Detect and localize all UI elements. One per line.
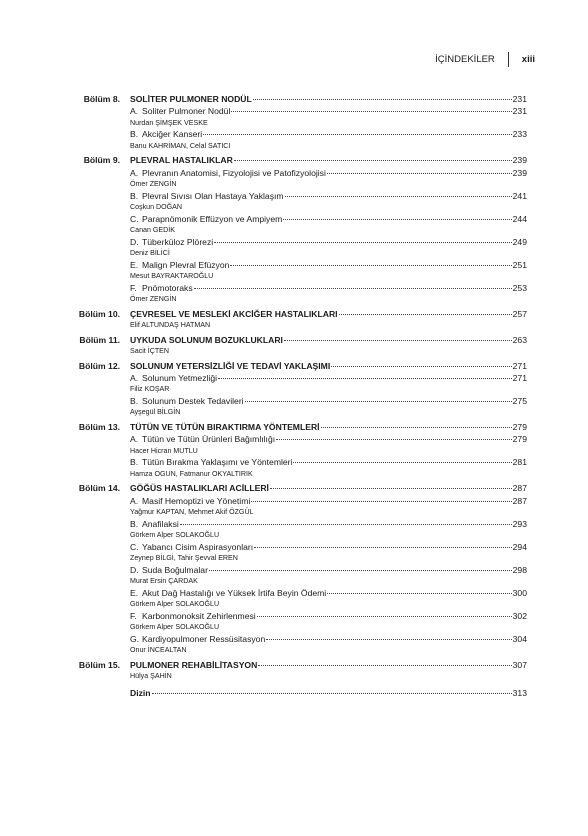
dot-leader [293, 462, 511, 463]
section-letter: A. [130, 495, 139, 506]
section-page-number: 293 [512, 518, 527, 529]
section-letter: A. [130, 373, 139, 384]
table-of-contents [60, 93, 527, 699]
section-author: Görkem Alper SOLAKOĞLU [130, 531, 220, 540]
dot-leader [230, 265, 511, 266]
chapter-title: GÖĞÜS HASTALIKLARI ACİLLERİ [130, 483, 269, 494]
section-entry[interactable] [60, 259, 527, 271]
section-page-number: 279 [512, 434, 527, 445]
dot-leader [339, 314, 512, 315]
toc-chapter [60, 93, 527, 151]
section-letter: F. [130, 610, 137, 621]
section-entry[interactable] [60, 167, 527, 179]
dot-leader [276, 439, 512, 440]
dot-leader [214, 242, 511, 243]
dot-leader [254, 547, 512, 548]
dot-leader [234, 160, 512, 161]
section-entry[interactable] [60, 495, 527, 507]
section-letter: A. [130, 167, 139, 178]
toc-chapter [60, 687, 527, 699]
section-page-number: 298 [512, 564, 527, 575]
section-title: Tüberküloz Plörezi [142, 236, 214, 247]
section-letter: B. [130, 457, 139, 468]
section-author: Zeynep BİLGİ, Tahir Şevval EREN [130, 554, 238, 563]
running-header [435, 52, 535, 66]
chapter-page-number: 231 [512, 94, 527, 104]
section-author: Ömer ZENGİN [130, 295, 177, 304]
chapter-number: Bölüm 8. [83, 94, 120, 104]
toc-chapter [60, 421, 527, 479]
section-author: Nurdan ŞİMŞEK VESKE [130, 118, 208, 127]
chapter-title: SOLUNUM YETERSİZLİĞİ VE TEDAVİ YAKLAŞIMI [130, 360, 331, 371]
chapter-entry[interactable] [60, 334, 527, 346]
section-letter: C. [130, 213, 139, 224]
chapter-page-number: 279 [512, 421, 527, 432]
section-title: Solunum Destek Tedavileri [142, 396, 244, 406]
chapter-number: Bölüm 9. [83, 155, 120, 166]
section-author: Filiz KOŞAR [130, 385, 170, 394]
section-author: Banu KAHRİMAN, Celal SATICI [130, 141, 231, 150]
chapter-title: PULMONER REHABİLİTASYON [130, 659, 258, 670]
section-letter: D. [130, 236, 139, 247]
chapter-title: SOLİTER PULMONER NODÜL [130, 94, 252, 104]
chapter-entry[interactable] [60, 93, 527, 105]
section-entry[interactable] [60, 610, 527, 622]
chapter-page-number: 287 [512, 483, 527, 494]
section-letter: D. [130, 564, 139, 575]
section-page-number: 253 [512, 282, 527, 293]
dot-leader [194, 288, 512, 289]
section-page-number: 241 [512, 190, 527, 201]
header-divider [508, 52, 509, 67]
section-entry[interactable] [60, 282, 527, 294]
section-letter: B. [130, 396, 139, 406]
chapter-entry[interactable] [60, 687, 527, 699]
dot-leader [257, 616, 512, 617]
section-author: Mesut BAYRAKTAROĞLU [130, 272, 214, 281]
section-author: Hamza OGUN, Fatmanur OKYALTIRIK [130, 469, 253, 478]
chapter-number: Bölüm 10. [78, 308, 120, 319]
section-author: Ayşegül BİLGİN [130, 408, 181, 417]
dot-leader [251, 501, 511, 502]
section-entry[interactable] [60, 541, 527, 553]
section-entry[interactable] [60, 564, 527, 576]
dot-leader [180, 524, 512, 525]
chapter-entry[interactable] [60, 360, 527, 372]
dot-leader [231, 111, 511, 112]
dot-leader [283, 219, 511, 220]
section-entry[interactable] [60, 433, 527, 445]
dot-leader [152, 693, 512, 694]
dot-leader [258, 665, 511, 666]
section-author: Coşkun DOĞAN [130, 203, 183, 212]
dot-leader [253, 99, 512, 100]
chapter-number: Bölüm 12. [78, 360, 120, 371]
section-letter: B. [130, 129, 139, 140]
section-title: Soliter Pulmoner Nodül [142, 106, 231, 117]
dot-leader [285, 196, 512, 197]
section-entry[interactable] [60, 587, 527, 599]
dot-leader [327, 173, 512, 174]
section-letter: A. [130, 434, 139, 445]
section-title: Solunum Yetmezliği [142, 373, 218, 384]
toc-chapter [60, 154, 527, 304]
chapter-title: PLEVRAL HASTALIKLAR [130, 155, 233, 166]
section-entry[interactable] [60, 213, 527, 225]
section-page-number: 281 [512, 457, 527, 468]
chapter-page-number: 313 [512, 687, 527, 698]
section-title: Akciğer Kanseri [142, 129, 203, 140]
section-title: Masif Hemoptizi ve Yönetimi [142, 495, 251, 506]
chapter-title: ÇEVRESEL VE MESLEKİ AKCİĞER HASTALIKLARI [130, 308, 338, 319]
section-entry[interactable] [60, 105, 527, 117]
section-entry[interactable] [60, 190, 527, 202]
dot-leader [327, 593, 511, 594]
section-page-number: 302 [512, 610, 527, 621]
chapter-page-number: 239 [512, 155, 527, 166]
section-entry[interactable] [60, 456, 527, 468]
section-page-number: 304 [512, 633, 527, 644]
dot-leader [270, 488, 512, 489]
section-entry[interactable] [60, 633, 527, 645]
chapter-author: Elif ALTUNDAŞ HATMAN [130, 321, 211, 330]
dot-leader [245, 401, 512, 402]
section-letter: E. [130, 259, 139, 270]
section-title: Tütün ve Tütün Ürünleri Bağımlılığı [142, 434, 276, 445]
section-letter: A. [130, 106, 139, 117]
section-page-number: 271 [512, 373, 527, 384]
section-title: Suda Boğulmalar [142, 564, 208, 575]
chapter-entry[interactable] [60, 659, 527, 671]
section-entry[interactable] [60, 395, 527, 407]
chapter-entry[interactable] [60, 421, 527, 433]
section-author: Görkem Alper SOLAKOĞLU [130, 623, 220, 632]
section-author: Onur İNCEALTAN [130, 646, 187, 655]
section-letter: F. [130, 282, 137, 293]
dot-leader [331, 366, 511, 367]
toc-chapter [60, 659, 527, 682]
chapter-page-number: 263 [512, 334, 527, 345]
toc-chapter [60, 360, 527, 418]
section-author: Deniz BİLİCİ [130, 249, 170, 258]
toc-chapter [60, 482, 527, 655]
toc-chapter [60, 334, 527, 357]
section-author: Canan GEDİK [130, 226, 175, 235]
section-letter: B. [130, 518, 139, 529]
section-page-number: 244 [512, 213, 527, 224]
chapter-page-number: 271 [512, 360, 527, 371]
chapter-title: UYKUDA SOLUNUM BOZUKLUKLARI [130, 334, 283, 345]
section-title: Yabancı Cisim Aspirasyonları [142, 541, 254, 552]
section-page-number: 233 [512, 129, 527, 140]
section-title: Parapnömonik Effüzyon ve Ampiyem [142, 213, 283, 224]
section-page-number: 251 [512, 259, 527, 270]
section-page-number: 249 [512, 236, 527, 247]
chapter-number: Bölüm 13. [78, 421, 120, 432]
section-page-number: 294 [512, 541, 527, 552]
section-title: Pnömotoraks [142, 282, 193, 293]
chapter-entry[interactable] [60, 308, 527, 320]
section-title: Plevral Sıvısı Olan Hastaya Yaklaşım [142, 190, 284, 201]
section-title: Kardiyopulmoner Ressüsitasyon [142, 633, 266, 644]
section-title: Plevranın Anatomisi, Fizyolojisi ve Patofizyolojisi [142, 167, 326, 178]
toc-chapter [60, 308, 527, 331]
section-author: Yağmur KAPTAN, Mehmet Akif ÖZGÜL [130, 508, 254, 517]
dot-leader [218, 378, 512, 379]
dot-leader [209, 570, 512, 571]
section-author: Murat Ersin ÇARDAK [130, 577, 198, 586]
section-letter: E. [130, 587, 139, 598]
chapter-author: Hülya ŞAHİN [130, 672, 172, 681]
section-entry[interactable] [60, 236, 527, 248]
section-author: Ömer ZENGİN [130, 180, 177, 189]
section-title: Akut Dağ Hastalığı ve Yüksek İrtifa Beyin Ödemi [142, 587, 327, 598]
section-page-number: 231 [512, 106, 527, 117]
section-entry[interactable] [60, 518, 527, 530]
section-page-number: 239 [512, 167, 527, 178]
dot-leader [284, 340, 512, 341]
chapter-author: Sacit İÇTEN [130, 347, 170, 356]
dot-leader [203, 134, 511, 135]
chapter-title: TÜTÜN VE TÜTÜN BIRAKTIRMA YÖNTEMLERİ [130, 421, 320, 432]
section-page-number: 287 [512, 495, 527, 506]
section-letter: B. [130, 190, 139, 201]
section-title: Karbonmonoksit Zehirlenmesi [142, 610, 256, 621]
section-title: Tütün Bırakma Yaklaşımı ve Yöntemleri [142, 457, 293, 468]
section-entry[interactable] [60, 372, 527, 384]
chapter-entry[interactable] [60, 482, 527, 494]
dot-leader [321, 427, 512, 428]
header-title: İÇİNDEKİLER [435, 53, 495, 65]
chapter-page-number: 257 [512, 308, 527, 319]
chapter-number: Bölüm 15. [78, 659, 120, 670]
section-title: Malign Plevral Efüzyon [142, 259, 230, 270]
section-entry[interactable] [60, 128, 527, 140]
chapter-number: Bölüm 11. [79, 334, 120, 345]
section-page-number: 300 [512, 587, 527, 598]
dot-leader [266, 639, 511, 640]
section-page-number: 275 [512, 396, 527, 406]
section-title: Anafilaksi [142, 518, 179, 529]
section-author: Görkem Alper SOLAKOĞLU [130, 600, 220, 609]
chapter-title: Dizin [130, 687, 151, 698]
section-letter: G. [130, 633, 140, 644]
chapter-page-number: 307 [512, 659, 527, 670]
section-author: Hacer Hicran MUTLU [130, 446, 198, 455]
section-letter: C. [130, 541, 139, 552]
header-page-number: xiii [521, 53, 535, 65]
chapter-number: Bölüm 14. [78, 483, 120, 494]
chapter-entry[interactable] [60, 154, 527, 166]
